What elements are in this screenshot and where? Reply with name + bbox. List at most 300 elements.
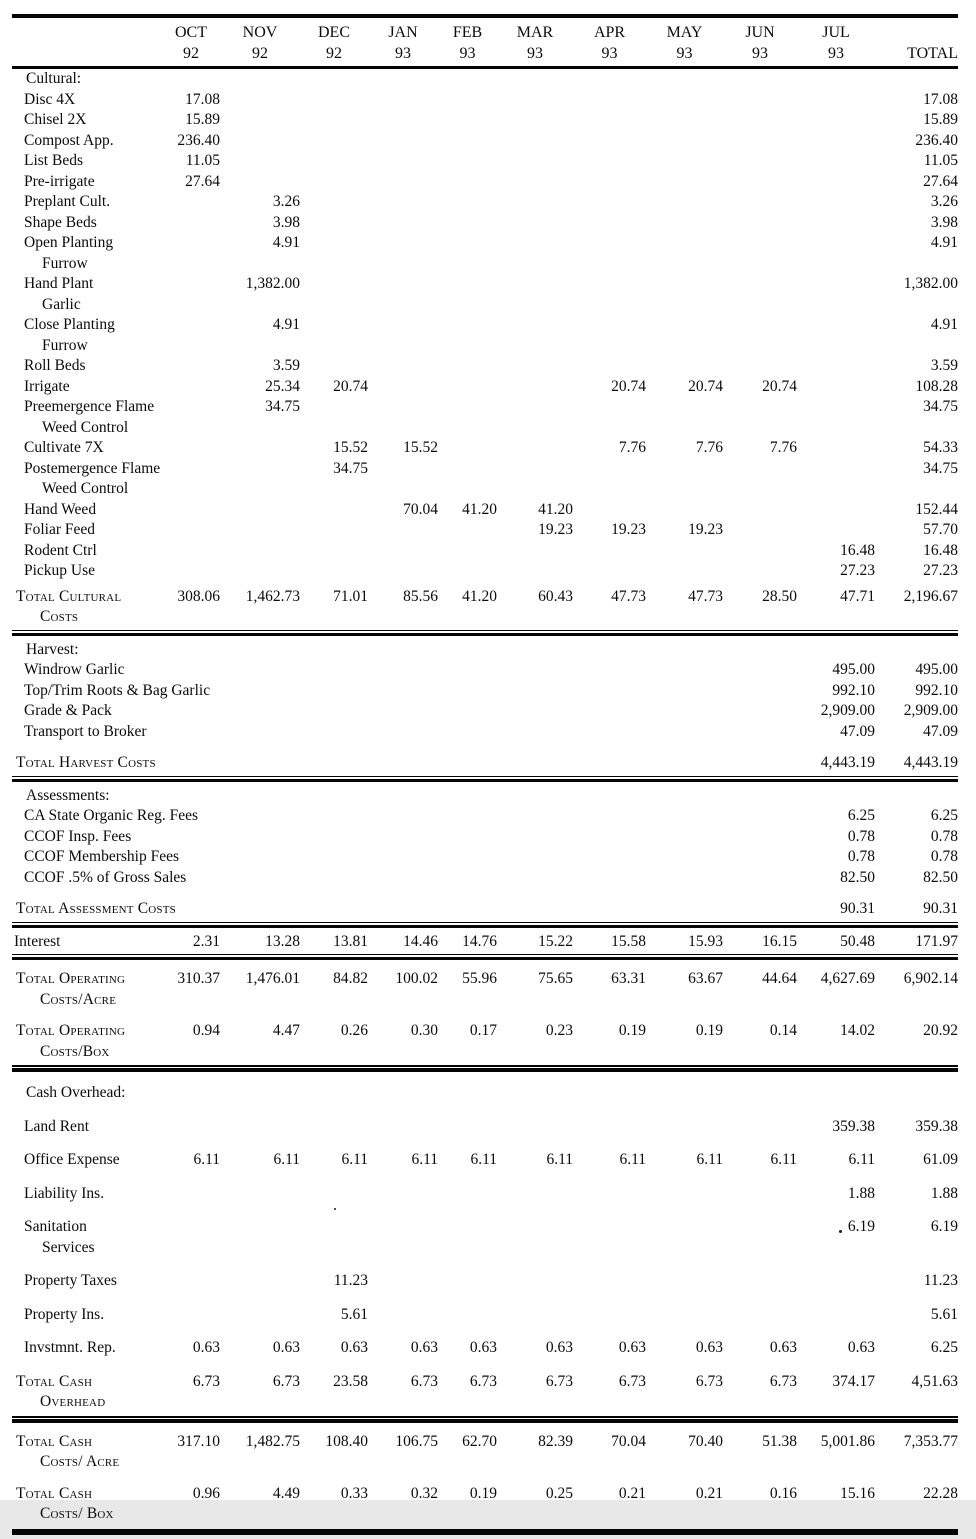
cell-value: 6.73 [469,1372,497,1390]
row-label [12,172,162,193]
cell-total [875,1432,958,1453]
cell-value: 84.82 [333,970,368,987]
row-roll-beds [12,356,958,377]
cell-value: 47.09 [923,722,958,740]
cell-jul [797,932,875,953]
cell-jul [797,868,875,889]
section-heading-label [12,69,162,90]
col-header-total [875,22,958,64]
cell-jul [797,847,875,868]
table-header-row [12,18,958,64]
cell-jul [797,899,875,920]
cell-value: 0.63 [545,1339,573,1356]
cell-may [646,377,723,398]
col-header-jun [723,22,797,64]
cell-dec [300,932,368,953]
cell-jun [723,932,797,953]
cell-dec [300,1021,368,1042]
cell-value: 17.08 [185,90,220,108]
row-label-text: Grade & Pack [24,702,112,719]
cell-value: 15.16 [840,1484,875,1502]
row-label-text: Property Taxes [24,1272,117,1289]
cell-value: 6.73 [618,1372,646,1390]
cell-value: 71.01 [333,587,368,605]
row-label-subtext: Costs/ Box [40,1505,114,1522]
cell-value: 0.63 [192,1339,220,1356]
row-label [12,520,162,541]
cell-jul [797,1021,875,1042]
cell-value: 6.11 [696,1151,723,1168]
year-label: 93 [828,45,844,62]
cell-nov [220,587,300,608]
row-label [12,356,162,377]
cell-dec [300,1271,368,1292]
cell-oct [162,151,220,172]
row-total-cash-costs-box [12,1484,958,1525]
cell-dec [300,459,368,480]
cell-dec [300,377,368,398]
cell-total [875,1184,958,1205]
cell-value: 236.40 [177,131,220,149]
cell-value: 6.73 [272,1372,300,1390]
cell-value: 13.28 [265,932,300,950]
cell-jan [368,1372,438,1393]
cell-total [875,541,958,562]
month-label: APR [593,24,626,41]
cell-mar [497,1338,573,1359]
cell-mar [497,587,573,608]
row-total-assessment-costs [12,899,958,920]
section-heading-label [12,786,162,807]
cell-value: 15.89 [185,111,220,128]
cell-value: 1,382.00 [903,275,958,292]
cell-jan [368,1150,438,1171]
cell-feb [438,1432,497,1453]
cell-apr [573,438,646,459]
cell-total [875,1484,958,1505]
cell-value: 16.48 [923,541,958,559]
cell-value: 50.48 [840,932,875,950]
cell-dec [300,1150,368,1171]
row-preplant-cult [12,192,958,213]
cell-jun [723,969,797,990]
cell-total [875,315,958,336]
cell-value: 359.38 [832,1117,875,1135]
cell-value: 0.63 [272,1339,300,1356]
row-windrow-garlic [12,660,958,681]
cell-feb [438,500,497,521]
row-disc-4x [12,90,958,111]
cell-may [646,969,723,990]
row-label [12,561,162,582]
cell-oct [162,1021,220,1042]
cell-value: 60.43 [538,587,573,605]
cell-value: 6.19 [930,1218,958,1235]
row-label-subtext: Costs [40,608,79,625]
col-header-jan [368,22,438,64]
cell-jan [368,1021,438,1042]
cell-jul [797,753,875,774]
cell-value: 6.73 [769,1372,797,1390]
row-label [12,1372,162,1413]
row-property-taxes [12,1271,958,1292]
row-label [12,438,162,459]
cell-feb [438,969,497,990]
cell-total [875,899,958,920]
row-label-text: Pre-irrigate [24,172,95,190]
cell-value: 0.19 [618,1022,646,1039]
row-liability-ins [12,1184,958,1205]
cell-value: 15.22 [538,932,573,950]
row-label [12,587,162,628]
cell-jul [797,701,875,722]
cell-value: 63.31 [611,970,646,987]
row-label-text: Rodent Ctrl [24,541,97,559]
cell-jun [723,377,797,398]
cell-value: 15.52 [333,439,368,456]
row-invstmnt-rep [12,1338,958,1359]
row-label [12,806,199,827]
cell-total [875,1338,958,1359]
row-cultivate-7x [12,438,958,459]
cell-apr [573,520,646,541]
cell-may [646,1338,723,1359]
row-label-text: Total Operating [16,970,126,987]
cell-dec [300,1372,368,1393]
cell-total [875,1271,958,1292]
col-header-oct [162,22,220,64]
cell-dec [300,1432,368,1453]
row-label-subtext: Weed Control [42,418,129,436]
cell-oct [162,932,220,953]
row-label-text: Transport to Broker [24,722,147,740]
cell-value: 2.31 [192,932,220,950]
cell-jun [723,1484,797,1505]
cell-value: 15.93 [688,932,723,950]
cell-value: 6.11 [619,1151,646,1168]
row-label-text: CCOF Membership Fees [24,848,179,865]
cell-value: 11.05 [185,152,220,169]
cell-value: 6.11 [341,1151,368,1168]
cell-nov [220,1338,300,1359]
cell-value: 15.58 [611,932,646,950]
row-label [12,192,162,213]
cell-jul [797,1432,875,1453]
cell-total [875,1150,958,1171]
cell-jan [368,932,438,953]
cell-mar [497,1432,573,1453]
row-open-planting-furrow [12,233,958,274]
row-label-text: Land Rent [24,1117,89,1135]
row-label [12,868,187,889]
cell-jan [368,969,438,990]
cell-nov [220,932,300,953]
cell-feb [438,587,497,608]
cell-value: 54.33 [923,439,958,456]
cell-mar [497,969,573,990]
cell-value: 7.76 [618,439,646,456]
row-interest [12,932,958,953]
cell-value: 0.26 [340,1022,368,1039]
cell-value: 992.10 [832,681,875,699]
year-label: 92 [183,45,199,62]
cell-value: 0.63 [410,1339,438,1356]
row-label [12,233,162,274]
cell-value: 28.50 [762,587,797,605]
cell-value: 41.20 [462,500,497,518]
cell-apr [573,1484,646,1505]
cell-value: 1,482.75 [245,1432,300,1450]
row-label-subtext: Overhead [40,1393,106,1410]
cell-jun [723,1150,797,1171]
year-label: 93 [752,45,768,62]
cell-value: 70.04 [403,500,438,518]
cell-value: 3.59 [272,357,300,374]
cell-value: 0.19 [469,1484,497,1502]
cell-nov [220,397,300,418]
cell-jul [797,827,875,848]
row-label-text: Total Cash [16,1372,93,1390]
col-header-may [646,22,723,64]
row-label-text: Preplant Cult. [24,193,111,210]
cell-value: 7.76 [769,439,797,456]
cell-value: 3.98 [272,213,300,231]
cell-apr [573,1150,646,1171]
cell-value: 1,382.00 [245,275,300,292]
row-label-text: Hand Weed [24,500,97,518]
row-label [12,1150,162,1171]
cell-jul [797,1372,875,1393]
cell-oct [162,1484,220,1505]
cell-value: 82.39 [538,1432,573,1450]
cell-feb [438,1484,497,1505]
cell-value: 75.65 [538,970,573,987]
cell-value: 47.09 [840,722,875,740]
cell-oct [162,1338,220,1359]
month-label: FEB [452,24,483,41]
row-label [12,847,179,868]
cell-oct [162,110,220,131]
cell-jan [368,1338,438,1359]
cell-mar [497,1150,573,1171]
row-label [12,274,162,315]
cell-value: 5.61 [930,1305,958,1323]
row-ccof-insp-fees [12,827,958,848]
cell-total [875,701,958,722]
section-heading-cash-overhead [12,1083,958,1104]
cell-jun [723,1021,797,1042]
cell-nov [220,192,300,213]
cell-value: 19.23 [688,521,723,538]
cell-total [875,827,958,848]
row-label [12,660,162,681]
cell-nov [220,1021,300,1042]
row-close-planting-furrow [12,315,958,356]
row-label-text: Cultivate 7X [24,439,104,456]
row-grade-pack [12,701,958,722]
cell-jul [797,1338,875,1359]
row-total-cultural-costs [12,587,958,628]
cell-value: 82.50 [840,868,875,886]
row-label [12,1184,162,1205]
cell-nov [220,1372,300,1393]
cell-jun [723,587,797,608]
cell-value: 44.64 [762,970,797,987]
cell-jul [797,969,875,990]
row-label-text: List Beds [24,152,83,169]
row-label [12,932,162,953]
cell-may [646,932,723,953]
row-label-text: Shape Beds [24,213,97,231]
row-label [12,827,162,848]
cell-total [875,438,958,459]
cell-value: 27.23 [923,562,958,579]
cell-nov [220,969,300,990]
cell-value: 0.63 [769,1339,797,1356]
cell-value: 19.23 [611,521,646,538]
cell-value: 34.75 [923,398,958,415]
scan-artifact-dot [334,1208,336,1210]
cell-feb [438,1338,497,1359]
cell-value: 7.76 [695,439,723,456]
cell-value: 15.52 [403,439,438,456]
year-label: 93 [395,45,411,62]
cell-jul [797,1484,875,1505]
cell-nov [220,1432,300,1453]
row-label [12,315,162,356]
cell-value: 106.75 [395,1432,438,1450]
cell-apr [573,932,646,953]
cell-value: 0.78 [847,848,875,865]
cell-value: 0.78 [847,827,875,845]
cell-feb [438,1372,497,1393]
month-label: NOV [242,24,278,41]
section-heading-label [12,1083,162,1104]
row-label [12,1305,162,1326]
month-label: DEC [318,24,350,41]
cell-value: 6.11 [470,1151,497,1168]
cell-value: 0.32 [410,1484,438,1502]
year-label: 93 [527,45,543,62]
cell-may [646,1432,723,1453]
cell-value: 11.23 [923,1272,958,1289]
row-label [12,1432,162,1473]
rule-spacer [12,1535,958,1539]
cell-may [646,587,723,608]
cell-value: 6.73 [410,1372,438,1390]
row-label-text: Top/Trim Roots & Bag Garlic [24,681,211,699]
cell-value: 0.63 [340,1339,368,1356]
cell-nov [220,274,300,295]
cell-value: 374.17 [832,1372,875,1390]
row-label [12,1117,162,1138]
cell-value: 0.63 [618,1339,646,1356]
row-postemergence-flame-weed-control [12,459,958,500]
row-total-harvest-costs [12,753,958,774]
row-label-text: Liability Ins. [24,1184,105,1202]
cell-may [646,520,723,541]
row-sanitation-services [12,1217,958,1258]
month-label: MAR [516,24,554,41]
cell-jun [723,1432,797,1453]
row-label [12,213,162,234]
cell-value: 34.75 [923,459,958,477]
cell-dec [300,1338,368,1359]
row-label [12,1484,162,1525]
cell-value: 1.88 [847,1184,875,1202]
cell-jun [723,1372,797,1393]
row-label [12,377,162,398]
cell-total [875,397,958,418]
cell-jul [797,806,875,827]
cell-value: 20.92 [923,1022,958,1039]
cell-mar [497,1372,573,1393]
cell-value: 6.73 [695,1372,723,1390]
cell-value: 2,909.00 [903,702,958,719]
cell-value: 0.21 [618,1484,646,1502]
section-heading-cultural [12,69,958,90]
cell-jul [797,541,875,562]
col-header-dec [300,22,368,64]
cell-value: 3.26 [930,193,958,210]
row-label-subtext: Costs/Acre [40,990,117,1008]
cell-apr [573,1372,646,1393]
cell-jan [368,1432,438,1453]
section-heading-harvest [12,640,958,661]
row-top-trim-roots-bag-garlic [12,681,958,702]
cell-value: 0.23 [545,1022,573,1039]
cell-value: 7,353.77 [903,1432,958,1450]
cell-value: 57.70 [923,521,958,538]
cell-value: 108.40 [325,1432,368,1450]
cell-value: 90.31 [840,900,875,917]
row-label [12,969,162,1010]
cell-mar [497,500,573,521]
row-hand-plant-garlic [12,274,958,315]
cell-value: 5.61 [340,1305,368,1323]
cell-value: 62.70 [462,1432,497,1450]
cell-total [875,459,958,480]
cell-value: 495.00 [915,661,958,678]
cell-value: 47.71 [840,587,875,605]
cell-value: 171.97 [915,932,958,950]
row-label-subtext: Garlic [42,295,81,313]
month-label: JUL [822,24,850,41]
cell-oct [162,1150,220,1171]
cell-value: 0.21 [695,1484,723,1502]
cell-apr [573,969,646,990]
cell-total [875,1021,958,1042]
row-label [12,1217,162,1258]
cell-value: 0.16 [769,1484,797,1502]
cell-total [875,1305,958,1326]
cell-total [875,1372,958,1393]
cell-total [875,377,958,398]
cell-apr [573,1432,646,1453]
cell-value: 0.63 [847,1339,875,1356]
cell-value: 6.11 [193,1151,220,1168]
cell-value: 22.28 [923,1484,958,1502]
cell-value: 0.94 [192,1022,220,1039]
cell-dec [300,1305,368,1326]
cell-value: 6.11 [848,1151,875,1168]
cell-feb [438,1021,497,1042]
year-label: 93 [601,45,618,62]
cell-jun [723,1338,797,1359]
row-pickup-use [12,561,958,582]
row-label-subtext: Costs/Box [40,1042,110,1060]
cell-dec [300,969,368,990]
